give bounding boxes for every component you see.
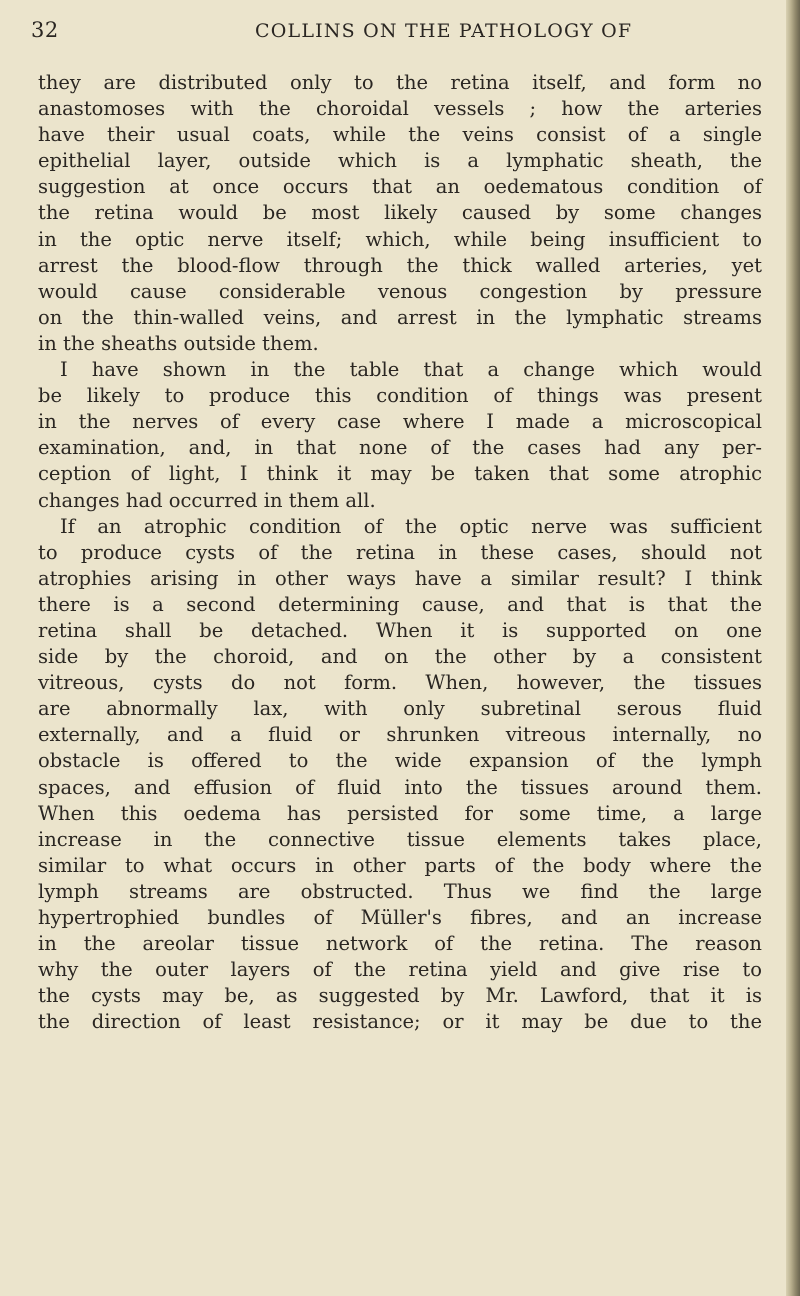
text-line: hypertrophied bundles of Müller's fibres, and an increase [38,906,762,929]
running-head [0,18,788,48]
text-line: changes had occurred in them all. [38,488,376,512]
text-line: side by the choroid, and on the other by a consistent [38,645,762,669]
text-line: similar to what occurs in other parts of the body where the [38,853,762,877]
text-line: obstacle is offered to the wide expansion of the lymph [38,749,762,773]
text-line: in the nerves of every case where I made a microscopical [38,410,762,434]
text-line: externally, and a fluid or shrunken vitreous internally, no [38,723,762,747]
text-line: would cause considerable venous congestion by pressure [38,279,762,303]
text-line: spaces, and effusion of fluid into the tissues around them. [38,775,762,799]
text-line: in the sheaths outside them. [38,331,319,355]
page-edge-shadow [786,0,800,1296]
text-line: have their usual coats, while the veins consist of a single [38,123,762,147]
text-line: lymph streams are obstructed. Thus we find the large [38,879,762,903]
text-line: increase in the connective tissue elements takes place, [38,827,762,851]
text-line: why the outer layers of the retina yield and give rise to [38,958,762,982]
text-line: atrophies arising in other ways have a similar result? I think [38,566,762,590]
text-line: epithelial layer, outside which is a lymphatic sheath, the [38,149,762,173]
running-title: COLLINS ON THE PATHOLOGY OF [255,20,633,42]
text-line: be likely to produce this condition of things was present [38,384,762,408]
text-line: in the optic nerve itself; which, while being insufficient to [38,227,762,251]
text-line: there is a second determining cause, and that is that the [38,592,762,616]
text-line: vitreous, cysts do not form. When, however, the tissues [38,671,762,695]
paragraph-first-line: If an atrophic condition of the optic nerve was sufficient [60,514,762,538]
text-line: the cysts may be, as suggested by Mr. Lawford, that it is [38,984,762,1008]
text-line: are abnormally lax, with only subretinal serous fluid [38,697,762,721]
text-line: in the areolar tissue network of the retina. The reason [38,932,762,956]
text-line: examination, and, in that none of the cases had any per- [38,436,762,460]
body-text [38,70,762,1035]
text-line: retina shall be detached. When it is supported on one [38,618,762,642]
page-number: 32 [31,18,59,42]
text-line: anastomoses with the choroidal vessels ; how the arteries [38,97,762,121]
text-line: to produce cysts of the retina in these cases, should not [38,540,762,564]
text-line: the direction of least resistance; or it may be due to the [38,1010,762,1034]
text-line: ception of light, I think it may be taken that some atrophic [38,462,762,486]
text-line: the retina would be most likely caused by some changes [38,201,762,225]
text-line: suggestion at once occurs that an oedematous condition of [38,175,762,199]
paragraph-first-line: I have shown in the table that a change which would [60,358,762,382]
text-line: arrest the blood-flow through the thick walled arteries, yet [38,253,762,277]
text-line: When this oedema has persisted for some time, a large [38,801,762,825]
text-line: they are distributed only to the retina itself, and form no [38,71,762,94]
text-line: on the thin-walled veins, and arrest in the lymphatic streams [38,305,762,329]
